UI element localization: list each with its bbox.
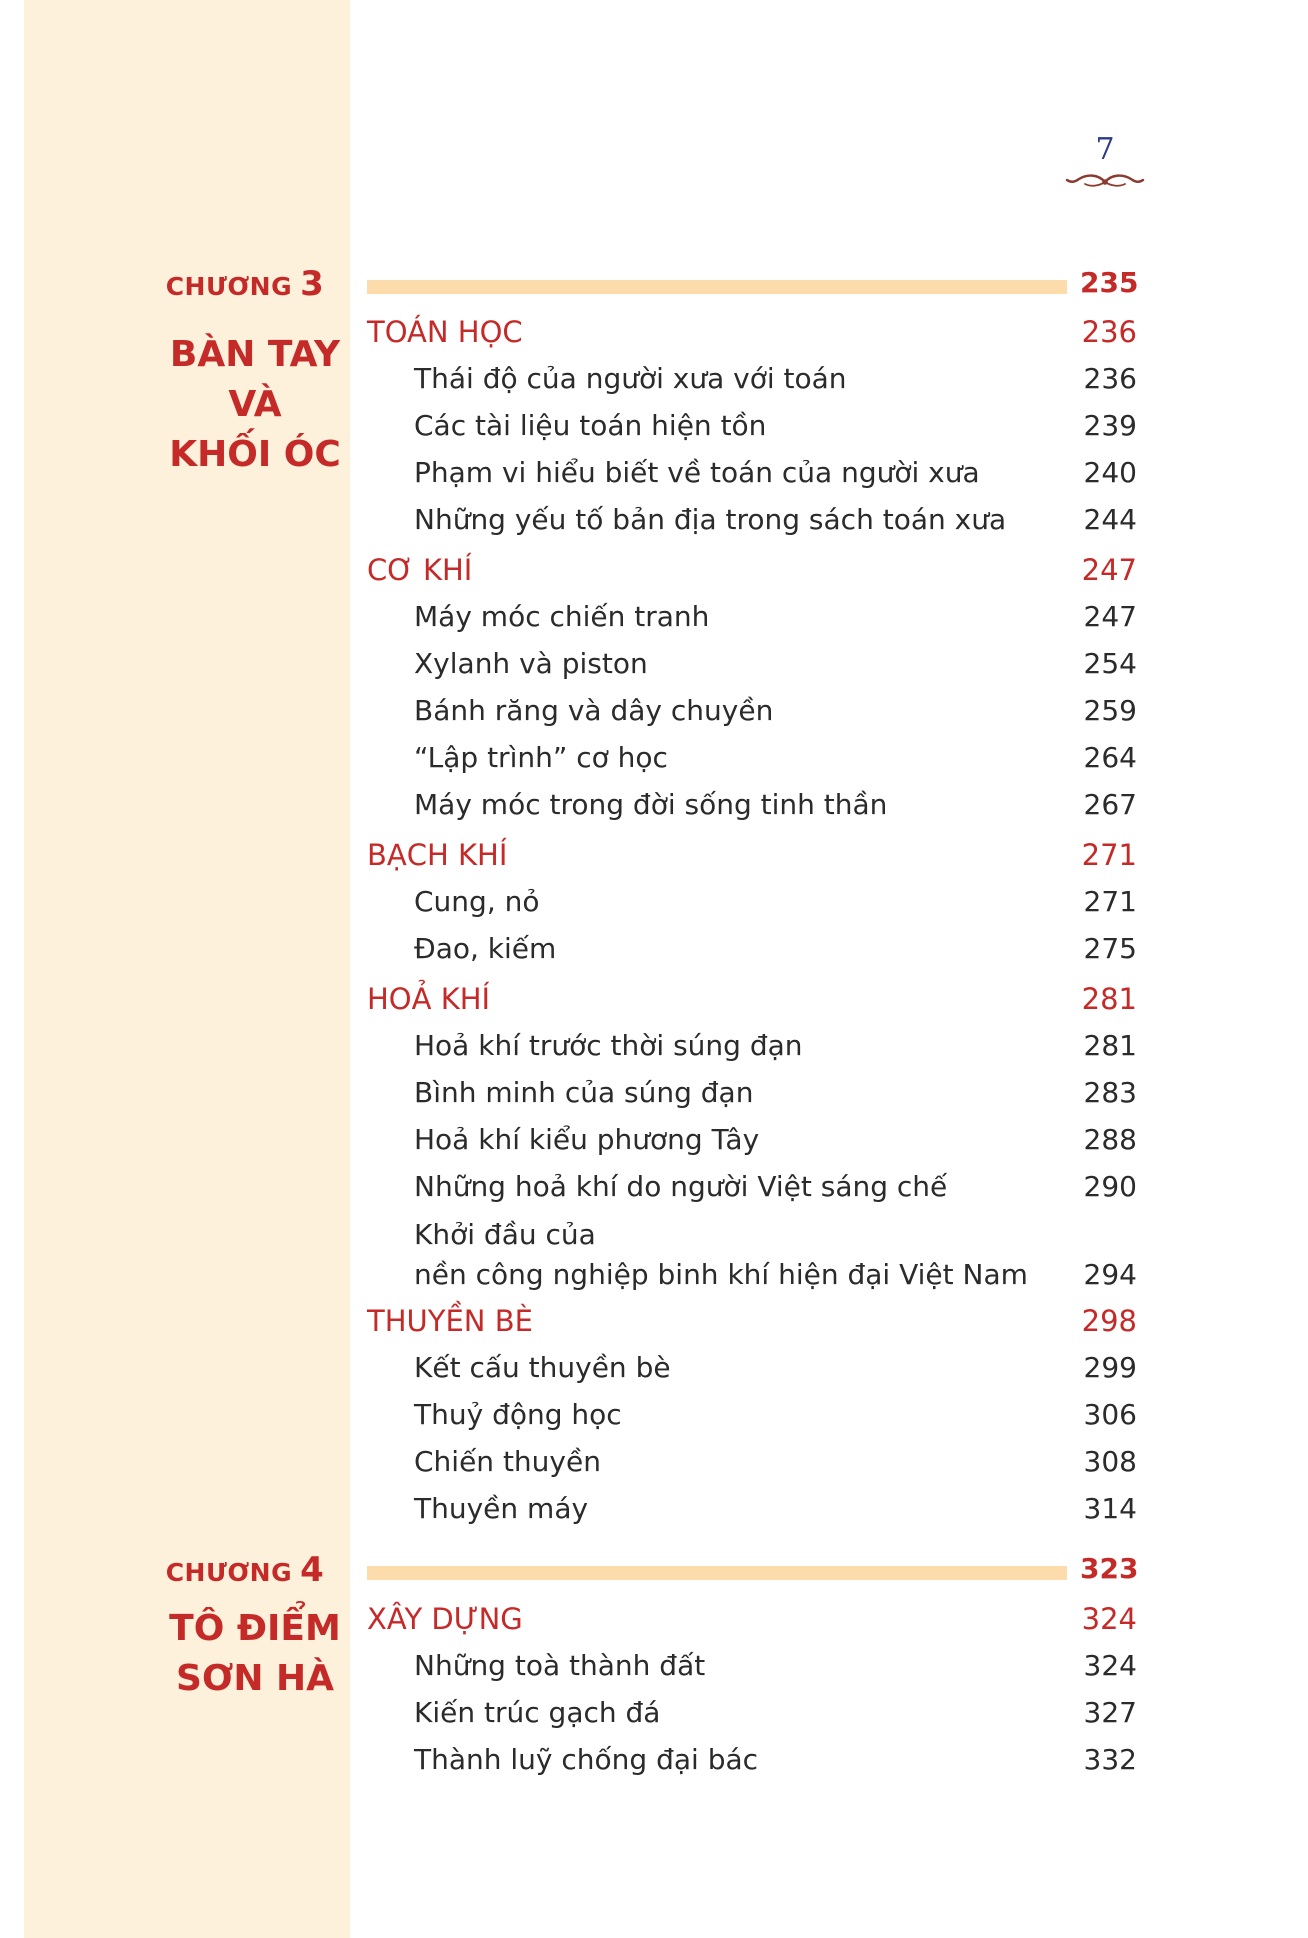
toc-entry[interactable] [414, 645, 1137, 683]
entry-title: Các tài liệu toán hiện tồn [414, 409, 767, 442]
entry-page: 324 [1083, 1649, 1137, 1682]
entry-title: Thuyền máy [414, 1492, 589, 1525]
toc-entry[interactable] [414, 1647, 1137, 1685]
entry-title: Hoả khí kiểu phương Tây [414, 1123, 760, 1156]
entry-page: 327 [1083, 1696, 1137, 1729]
entry-page: 308 [1083, 1445, 1137, 1478]
entry-page: 264 [1083, 741, 1137, 774]
entry-page: 254 [1083, 647, 1137, 680]
section-page: 247 [1081, 553, 1137, 587]
toc-entry[interactable] [414, 1168, 1137, 1206]
entry-page: 281 [1083, 1029, 1137, 1062]
entry-title: Đao, kiếm [414, 932, 557, 965]
entry-page: 244 [1083, 503, 1137, 536]
entry-title: Máy móc chiến tranh [414, 600, 710, 633]
entry-page: 236 [1083, 362, 1137, 395]
toc-entry[interactable] [414, 930, 1137, 968]
section-page: 271 [1081, 838, 1137, 872]
entry-title: Những yếu tố bản địa trong sách toán xưa [414, 503, 1007, 536]
entry-page: 275 [1083, 932, 1137, 965]
entry-title: Máy móc trong đời sống tinh thần [414, 788, 888, 821]
chapter-bar [367, 1566, 1067, 1580]
section-title: CƠ KHÍ [367, 553, 473, 587]
toc-entry[interactable] [414, 598, 1137, 636]
chapter-label [150, 264, 340, 304]
entry-page: 290 [1083, 1170, 1137, 1203]
entry-title: Những hoả khí do người Việt sáng chế [414, 1170, 948, 1203]
toc-section[interactable] [367, 313, 1137, 351]
section-page: 324 [1081, 1602, 1137, 1636]
toc-entry[interactable] [414, 1694, 1137, 1732]
entry-page: 239 [1083, 409, 1137, 442]
section-title: BẠCH KHÍ [367, 838, 508, 872]
entry-title: “Lập trình” cơ học [414, 741, 668, 774]
toc-entry[interactable] [414, 1490, 1137, 1528]
entry-title: Khởi đầu của [414, 1218, 596, 1251]
toc-entry[interactable] [414, 1741, 1137, 1779]
ornament-flourish-icon [1065, 170, 1145, 192]
toc-entry[interactable] [414, 1396, 1137, 1434]
chapter-title-line: KHỐI ÓC [169, 434, 341, 475]
entry-page: 288 [1083, 1123, 1137, 1156]
entry-page: 259 [1083, 694, 1137, 727]
chapter-title-line: SƠN HÀ [175, 1658, 335, 1699]
entry-title: Bình minh của súng đạn [414, 1076, 754, 1109]
entry-title: Phạm vi hiểu biết về toán của người xưa [414, 456, 980, 489]
entry-page: 332 [1083, 1743, 1137, 1776]
section-title: TOÁN HỌC [367, 315, 523, 349]
section-title: THUYỀN BÈ [367, 1304, 533, 1338]
section-page: 236 [1081, 315, 1137, 349]
toc-entry[interactable] [414, 786, 1137, 824]
toc-entry[interactable] [414, 739, 1137, 777]
entry-page: 294 [1083, 1258, 1137, 1291]
toc-entry[interactable] [414, 454, 1137, 492]
toc-entry[interactable] [414, 501, 1137, 539]
entry-page: 271 [1083, 885, 1137, 918]
toc-section[interactable] [367, 1600, 1137, 1638]
page-number: 7 [1095, 132, 1115, 167]
chapter-bar [367, 280, 1067, 294]
toc-entry[interactable] [414, 1027, 1137, 1065]
chapter-label [150, 1550, 340, 1590]
chapter-page: 235 [1080, 266, 1139, 299]
toc-section[interactable] [367, 836, 1137, 874]
entry-title: Thái độ của người xưa với toán [414, 362, 847, 395]
toc-entry[interactable] [414, 1121, 1137, 1159]
chapter-number: 4 [300, 1550, 325, 1590]
entry-page: 314 [1083, 1492, 1137, 1525]
entry-title: Chiến thuyền [414, 1445, 601, 1478]
entry-title: Thuỷ động học [414, 1398, 622, 1431]
entry-title: Cung, nỏ [414, 885, 540, 918]
toc-entry[interactable] [414, 407, 1137, 445]
toc-entry[interactable] [414, 692, 1137, 730]
chapter-number: 3 [300, 264, 325, 304]
entry-title: Những toà thành đất [414, 1649, 706, 1682]
entry-title: nền công nghiệp binh khí hiện đại Việt Nam [414, 1258, 1028, 1291]
toc-entry[interactable] [414, 1215, 1137, 1295]
chapter-word: CHƯƠNG [165, 272, 293, 301]
toc-entry[interactable] [414, 1443, 1137, 1481]
entry-title: Hoả khí trước thời súng đạn [414, 1029, 803, 1062]
entry-title: Xylanh và piston [414, 647, 648, 680]
toc-entry[interactable] [414, 1349, 1137, 1387]
entry-page: 283 [1083, 1076, 1137, 1109]
entry-title: Kiến trúc gạch đá [414, 1696, 661, 1729]
entry-title: Thành luỹ chống đại bác [414, 1743, 759, 1776]
toc-entry[interactable] [414, 883, 1137, 921]
entry-title: Bánh răng và dây chuyền [414, 694, 774, 727]
section-title: XÂY DỰNG [367, 1602, 523, 1636]
entry-page: 299 [1083, 1351, 1137, 1384]
entry-page: 240 [1083, 456, 1137, 489]
section-page: 298 [1081, 1304, 1137, 1338]
toc-section[interactable] [367, 1302, 1137, 1340]
chapter-word: CHƯƠNG [165, 1558, 293, 1587]
section-title: HOẢ KHÍ [367, 982, 491, 1016]
toc-section[interactable] [367, 551, 1137, 589]
entry-page: 247 [1083, 600, 1137, 633]
toc-section[interactable] [367, 980, 1137, 1018]
entry-title: Kết cấu thuyền bè [414, 1351, 671, 1384]
chapter-title-line: BÀN TAY [169, 334, 341, 375]
chapter-title-line: VÀ [228, 384, 282, 425]
chapter-title [150, 1604, 360, 1704]
toc-entry[interactable] [414, 360, 1137, 398]
entry-page: 267 [1083, 788, 1137, 821]
chapter-title-line: TÔ ĐIỂM [169, 1608, 341, 1649]
section-page: 281 [1081, 982, 1137, 1016]
chapter-title [150, 330, 360, 480]
entry-page: 306 [1083, 1398, 1137, 1431]
chapter-page: 323 [1080, 1552, 1139, 1585]
toc-entry[interactable] [414, 1074, 1137, 1112]
